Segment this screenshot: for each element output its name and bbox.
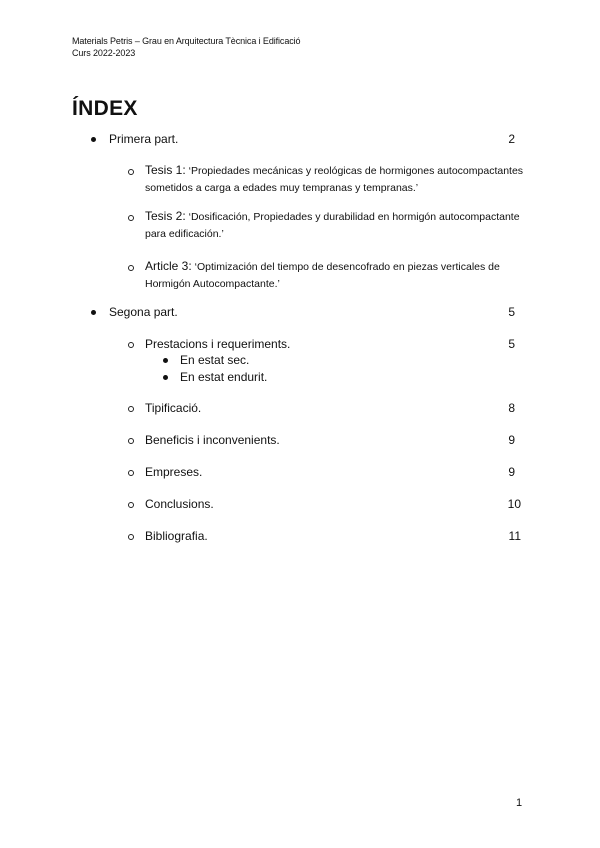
toc-article-3[interactable] [145, 258, 535, 293]
toc-item-tipificacio-page: 8 [508, 401, 515, 415]
toc-thesis-2[interactable] [145, 208, 535, 243]
circle-bullet-icon [128, 342, 134, 348]
circle-bullet-icon [128, 438, 134, 444]
toc-item-conclusions-page: 10 [507, 497, 521, 511]
toc-item-beneficis[interactable]: Beneficis i inconvenients. [145, 433, 280, 447]
toc-part1-page: 2 [508, 132, 515, 146]
toc-prestacions-sub-2[interactable]: En estat endurit. [180, 370, 268, 384]
toc-item-empreses[interactable]: Empreses. [145, 465, 203, 479]
index-title: ÍNDEX [72, 97, 138, 120]
circle-bullet-icon [128, 169, 134, 175]
toc-thesis-1-text: ‘Propiedades mecánicas y reológicas de hormigones autocompactantes sometidos a carga a edades muy tempranas y tempranas.’ [145, 165, 524, 194]
toc-item-bibliografia[interactable]: Bibliografia. [145, 529, 208, 543]
circle-bullet-icon [128, 502, 134, 508]
toc-part2-label[interactable]: Segona part. [109, 305, 178, 319]
toc-prestacions-page: 5 [508, 337, 515, 351]
circle-bullet-icon [128, 215, 134, 221]
bullet-icon [163, 375, 168, 380]
toc-article-3-text: ‘Optimización del tiempo de desencofrado en piezas verticales de Hormigón Autocompactante.’ [145, 261, 500, 290]
circle-bullet-icon [128, 470, 134, 476]
toc-prestacions-label[interactable]: Prestacions i requeriments. [145, 337, 291, 351]
bullet-icon [91, 137, 96, 142]
footer-page-number: 1 [516, 797, 523, 809]
toc-item-empreses-page: 9 [508, 465, 515, 479]
circle-bullet-icon [128, 265, 134, 271]
toc-item-beneficis-page: 9 [508, 433, 515, 447]
toc-prestacions-sub-1[interactable]: En estat sec. [180, 353, 250, 367]
bullet-icon [91, 310, 96, 315]
document-header-course: Curs 2022-2023 [72, 48, 136, 58]
toc-thesis-1[interactable] [145, 162, 535, 197]
toc-item-bibliografia-page: 11 [508, 529, 521, 543]
toc-thesis-2-text: ‘Dosificación, Propiedades y durabilidad en hormigón autocompactante para edificación.’ [145, 211, 520, 240]
toc-thesis-2-label: Tesis 2: [145, 209, 186, 223]
bullet-icon [163, 358, 168, 363]
document-header-title: Materials Petris – Grau en Arquitectura Tècnica i Edificació [72, 36, 301, 46]
toc-thesis-1-label: Tesis 1: [145, 163, 186, 177]
toc-part2-page: 5 [508, 305, 515, 319]
circle-bullet-icon [128, 406, 134, 412]
toc-item-tipificacio[interactable]: Tipificació. [145, 401, 202, 415]
circle-bullet-icon [128, 534, 134, 540]
toc-part1-label[interactable]: Primera part. [109, 132, 179, 146]
toc-item-conclusions[interactable]: Conclusions. [145, 497, 214, 511]
toc-article-3-label: Article 3: [145, 259, 192, 273]
